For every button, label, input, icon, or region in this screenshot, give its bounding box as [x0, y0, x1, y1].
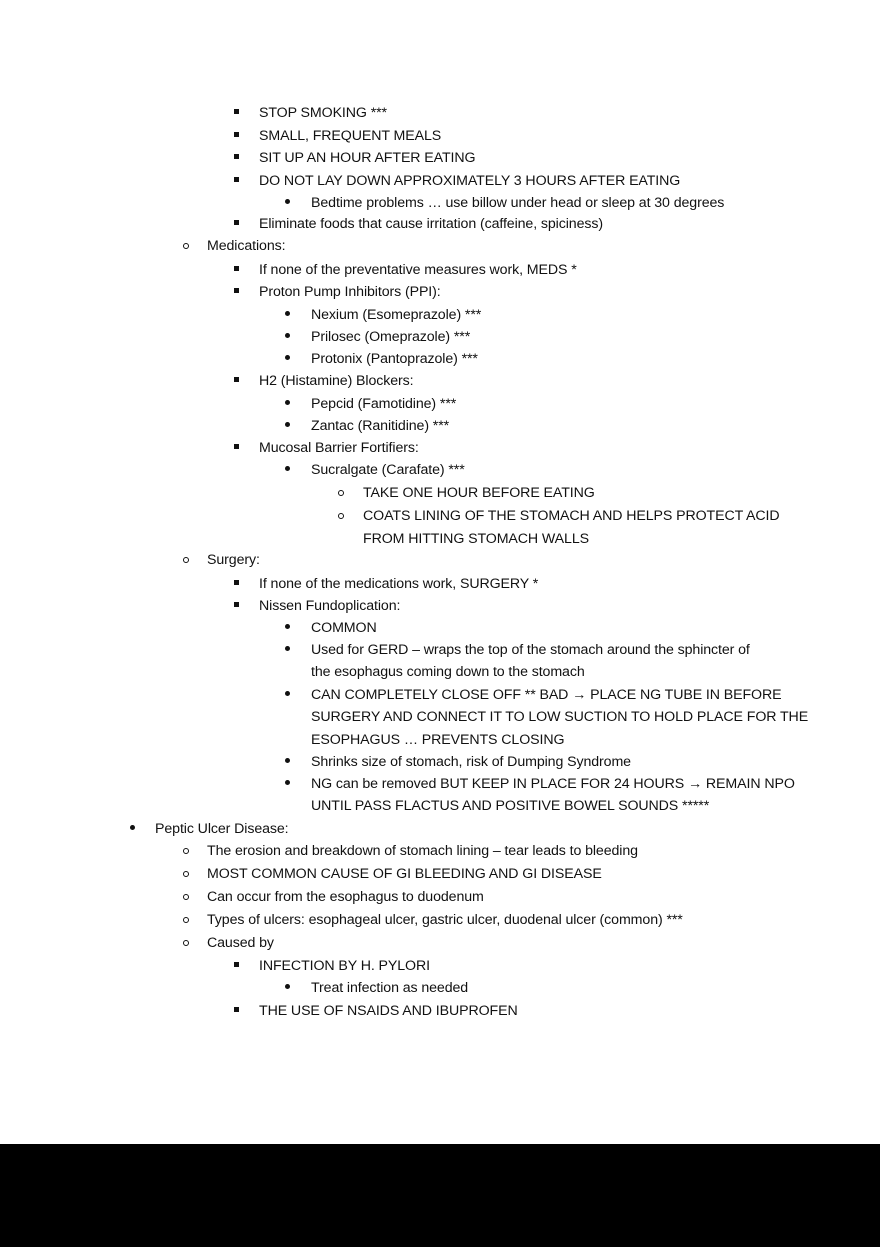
- list-item-text: MOST COMMON CAUSE OF GI BLEEDING AND GI DISEASE: [207, 866, 602, 882]
- list-item-text: Treat infection as needed: [311, 980, 469, 996]
- square-bullet-icon: [234, 170, 239, 192]
- list-item-text: SURGERY AND CONNECT IT TO LOW SUCTION TO HOLD PLACE FOR THE: [311, 709, 809, 725]
- dot-bullet-icon: [130, 818, 135, 840]
- list-item-text: Medications:: [207, 238, 286, 254]
- dot-bullet-icon: [285, 192, 290, 214]
- circle-bullet-icon: [183, 909, 189, 931]
- square-bullet-icon: [234, 573, 239, 595]
- list-item-text: SIT UP AN HOUR AFTER EATING: [259, 150, 476, 166]
- list-item-text: Sucralgate (Carafate) ***: [311, 462, 465, 478]
- circle-bullet-icon: [338, 505, 344, 527]
- dot-bullet-icon: [285, 393, 290, 415]
- list-item-text: UNTIL PASS FLACTUS AND POSITIVE BOWEL SOUNDS *****: [311, 798, 710, 814]
- list-item-text: COMMON: [311, 620, 377, 636]
- list-item-text: Zantac (Ranitidine) ***: [311, 418, 450, 434]
- list-item-text: Nissen Fundoplication:: [259, 598, 401, 614]
- dot-bullet-icon: [285, 326, 290, 348]
- list-item-text: Bedtime problems … use billow under head or sleep at 30 degrees: [311, 195, 725, 211]
- list-item-text: FROM HITTING STOMACH WALLS: [363, 531, 589, 547]
- circle-bullet-icon: [183, 549, 189, 571]
- list-item-text: Used for GERD – wraps the top of the stomach around the sphincter of: [311, 642, 750, 658]
- list-item-text: If none of the preventative measures work, MEDS *: [259, 262, 577, 278]
- list-item-text: Peptic Ulcer Disease:: [155, 821, 289, 837]
- dot-bullet-icon: [285, 348, 290, 370]
- square-bullet-icon: [234, 147, 239, 169]
- circle-bullet-icon: [183, 886, 189, 908]
- list-item-text: SMALL, FREQUENT MEALS: [259, 128, 442, 144]
- circle-bullet-icon: [338, 482, 344, 504]
- dot-bullet-icon: [285, 684, 290, 706]
- list-item-text: CAN COMPLETELY CLOSE OFF ** BAD → PLACE NG TUBE IN BEFORE: [311, 687, 782, 703]
- square-bullet-icon: [234, 595, 239, 617]
- square-bullet-icon: [234, 370, 239, 392]
- list-item-text: COATS LINING OF THE STOMACH AND HELPS PROTECT ACID: [363, 508, 780, 524]
- list-item-text: Protonix (Pantoprazole) ***: [311, 351, 478, 367]
- list-item-text: THE USE OF NSAIDS AND IBUPROFEN: [259, 1003, 518, 1019]
- square-bullet-icon: [234, 102, 239, 124]
- square-bullet-icon: [234, 437, 239, 459]
- list-item-text: Prilosec (Omeprazole) ***: [311, 329, 471, 345]
- dot-bullet-icon: [285, 773, 290, 795]
- circle-bullet-icon: [183, 863, 189, 885]
- list-item-text: Proton Pump Inhibitors (PPI):: [259, 284, 441, 300]
- list-item-text: Mucosal Barrier Fortifiers:: [259, 440, 419, 456]
- list-item-text: Surgery:: [207, 552, 260, 568]
- dot-bullet-icon: [285, 415, 290, 437]
- dot-bullet-icon: [285, 977, 290, 999]
- dot-bullet-icon: [285, 751, 290, 773]
- list-item-text: TAKE ONE HOUR BEFORE EATING: [363, 485, 595, 501]
- list-item-text: ESOPHAGUS … PREVENTS CLOSING: [311, 732, 565, 748]
- list-item-text: STOP SMOKING ***: [259, 105, 387, 121]
- circle-bullet-icon: [183, 840, 189, 862]
- list-item-text: Types of ulcers: esophageal ulcer, gastric ulcer, duodenal ulcer (common) ***: [207, 912, 683, 928]
- list-item-text: The erosion and breakdown of stomach lining – tear leads to bleeding: [207, 843, 638, 859]
- dot-bullet-icon: [285, 617, 290, 639]
- circle-bullet-icon: [183, 932, 189, 954]
- square-bullet-icon: [234, 213, 239, 235]
- list-item-text: Nexium (Esomeprazole) ***: [311, 307, 482, 323]
- list-item-text: Shrinks size of stomach, risk of Dumping Syndrome: [311, 754, 631, 770]
- list-item-text: INFECTION BY H. PYLORI: [259, 958, 430, 974]
- list-item-text: Caused by: [207, 935, 274, 951]
- square-bullet-icon: [234, 125, 239, 147]
- list-item-text: the esophagus coming down to the stomach: [311, 664, 585, 680]
- square-bullet-icon: [234, 955, 239, 977]
- list-item-text: Can occur from the esophagus to duodenum: [207, 889, 484, 905]
- square-bullet-icon: [234, 259, 239, 281]
- list-item-text: Pepcid (Famotidine) ***: [311, 396, 457, 412]
- list-item-text: H2 (Histamine) Blockers:: [259, 373, 414, 389]
- square-bullet-icon: [234, 1000, 239, 1022]
- black-bottom-band: [0, 1144, 880, 1247]
- dot-bullet-icon: [285, 459, 290, 481]
- list-item-text: DO NOT LAY DOWN APPROXIMATELY 3 HOURS AFTER EATING: [259, 173, 681, 189]
- dot-bullet-icon: [285, 639, 290, 661]
- list-item-text: If none of the medications work, SURGERY *: [259, 576, 539, 592]
- list-item-text: NG can be removed BUT KEEP IN PLACE FOR 24 HOURS → REMAIN NPO: [311, 776, 795, 792]
- dot-bullet-icon: [285, 304, 290, 326]
- circle-bullet-icon: [183, 235, 189, 257]
- square-bullet-icon: [234, 281, 239, 303]
- list-item-text: Eliminate foods that cause irritation (caffeine, spiciness): [259, 216, 603, 232]
